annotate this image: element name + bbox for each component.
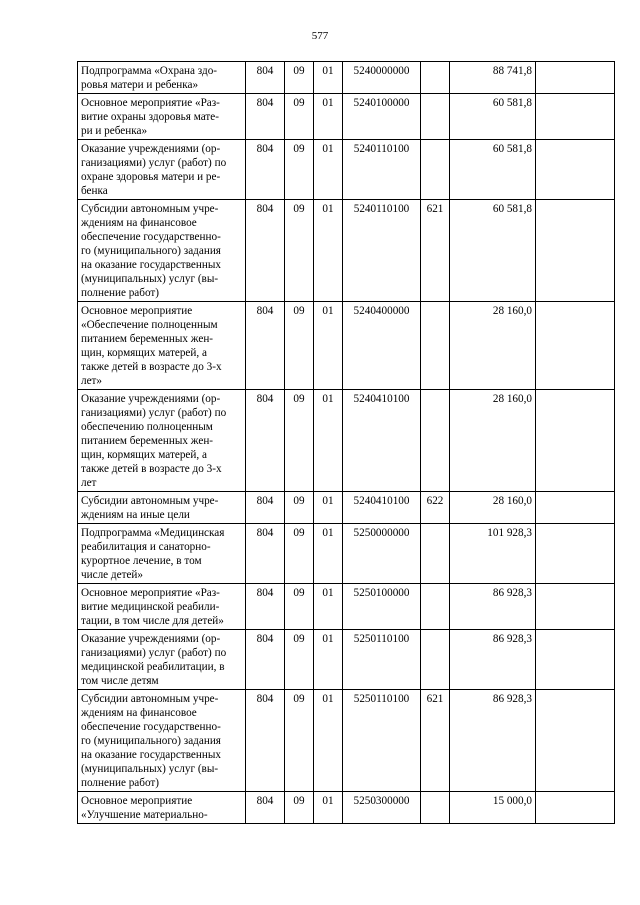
row-name-cell: Субсидии автономным учре- ждениям на финансовое обеспечение государственно- го (муниципального) задания на оказание государственных (муниципальных) услуг (вы- полнение работ) bbox=[78, 690, 246, 792]
target-article-cell: 5250000000 bbox=[343, 524, 421, 584]
amount-cell: 86 928,3 bbox=[450, 584, 536, 630]
expense-type-cell bbox=[421, 390, 450, 492]
target-article-cell: 5250110100 bbox=[343, 630, 421, 690]
extra-column-cell bbox=[536, 690, 615, 792]
extra-column-cell bbox=[536, 302, 615, 390]
extra-column-cell bbox=[536, 524, 615, 584]
target-article-cell: 5240410100 bbox=[343, 492, 421, 524]
section-code-cell: 09 bbox=[285, 792, 314, 824]
subsection-code-cell: 01 bbox=[314, 62, 343, 94]
subsection-code-cell: 01 bbox=[314, 390, 343, 492]
table-row bbox=[78, 94, 615, 140]
target-article-cell: 5240000000 bbox=[343, 62, 421, 94]
subsection-code-cell: 01 bbox=[314, 792, 343, 824]
ministry-code-cell: 804 bbox=[246, 792, 285, 824]
extra-column-cell bbox=[536, 94, 615, 140]
subsection-code-cell: 01 bbox=[314, 94, 343, 140]
section-code-cell: 09 bbox=[285, 62, 314, 94]
table-row bbox=[78, 390, 615, 492]
expense-type-cell bbox=[421, 140, 450, 200]
subsection-code-cell: 01 bbox=[314, 690, 343, 792]
subsection-code-cell: 01 bbox=[314, 200, 343, 302]
section-code-cell: 09 bbox=[285, 524, 314, 584]
expense-type-cell bbox=[421, 302, 450, 390]
row-name-cell: Подпрограмма «Охрана здо- ровья матери и ребенка» bbox=[78, 62, 246, 94]
section-code-cell: 09 bbox=[285, 690, 314, 792]
row-name-cell: Оказание учреждениями (ор- ганизациями) услуг (работ) по обеспечению полноценным питанием беременных жен- щин, кормящих матерей, а также детей в возрасте до 3-х лет bbox=[78, 390, 246, 492]
table-row bbox=[78, 140, 615, 200]
extra-column-cell bbox=[536, 584, 615, 630]
ministry-code-cell: 804 bbox=[246, 140, 285, 200]
expense-type-cell bbox=[421, 584, 450, 630]
target-article-cell: 5240110100 bbox=[343, 200, 421, 302]
target-article-cell: 5240110100 bbox=[343, 140, 421, 200]
amount-cell: 28 160,0 bbox=[450, 302, 536, 390]
table-body bbox=[78, 62, 615, 824]
table-row bbox=[78, 62, 615, 94]
subsection-code-cell: 01 bbox=[314, 492, 343, 524]
table-row bbox=[78, 524, 615, 584]
amount-cell: 60 581,8 bbox=[450, 140, 536, 200]
ministry-code-cell: 804 bbox=[246, 200, 285, 302]
ministry-code-cell: 804 bbox=[246, 94, 285, 140]
row-name-cell: Подпрограмма «Медицинская реабилитация и санаторно- курортное лечение, в том числе детей» bbox=[78, 524, 246, 584]
ministry-code-cell: 804 bbox=[246, 302, 285, 390]
amount-cell: 60 581,8 bbox=[450, 200, 536, 302]
ministry-code-cell: 804 bbox=[246, 62, 285, 94]
section-code-cell: 09 bbox=[285, 94, 314, 140]
target-article-cell: 5250300000 bbox=[343, 792, 421, 824]
table-row bbox=[78, 584, 615, 630]
ministry-code-cell: 804 bbox=[246, 524, 285, 584]
extra-column-cell bbox=[536, 200, 615, 302]
section-code-cell: 09 bbox=[285, 584, 314, 630]
target-article-cell: 5250100000 bbox=[343, 584, 421, 630]
extra-column-cell bbox=[536, 62, 615, 94]
budget-table bbox=[77, 61, 615, 824]
table-row bbox=[78, 200, 615, 302]
amount-cell: 60 581,8 bbox=[450, 94, 536, 140]
amount-cell: 15 000,0 bbox=[450, 792, 536, 824]
target-article-cell: 5240400000 bbox=[343, 302, 421, 390]
amount-cell: 88 741,8 bbox=[450, 62, 536, 94]
ministry-code-cell: 804 bbox=[246, 584, 285, 630]
ministry-code-cell: 804 bbox=[246, 630, 285, 690]
amount-cell: 101 928,3 bbox=[450, 524, 536, 584]
target-article-cell: 5240100000 bbox=[343, 94, 421, 140]
extra-column-cell bbox=[536, 792, 615, 824]
target-article-cell: 5240410100 bbox=[343, 390, 421, 492]
section-code-cell: 09 bbox=[285, 302, 314, 390]
section-code-cell: 09 bbox=[285, 200, 314, 302]
table-row bbox=[78, 630, 615, 690]
table-row bbox=[78, 792, 615, 824]
amount-cell: 86 928,3 bbox=[450, 690, 536, 792]
expense-type-cell: 622 bbox=[421, 492, 450, 524]
ministry-code-cell: 804 bbox=[246, 390, 285, 492]
row-name-cell: Оказание учреждениями (ор- ганизациями) услуг (работ) по охране здоровья матери и ре- бенка bbox=[78, 140, 246, 200]
ministry-code-cell: 804 bbox=[246, 690, 285, 792]
expense-type-cell: 621 bbox=[421, 200, 450, 302]
subsection-code-cell: 01 bbox=[314, 630, 343, 690]
amount-cell: 86 928,3 bbox=[450, 630, 536, 690]
ministry-code-cell: 804 bbox=[246, 492, 285, 524]
section-code-cell: 09 bbox=[285, 630, 314, 690]
subsection-code-cell: 01 bbox=[314, 524, 343, 584]
target-article-cell: 5250110100 bbox=[343, 690, 421, 792]
section-code-cell: 09 bbox=[285, 140, 314, 200]
expense-type-cell: 621 bbox=[421, 690, 450, 792]
expense-type-cell bbox=[421, 62, 450, 94]
subsection-code-cell: 01 bbox=[314, 140, 343, 200]
row-name-cell: Основное мероприятие «Раз- витие медицинской реабили- тации, в том числе для детей» bbox=[78, 584, 246, 630]
row-name-cell: Субсидии автономным учре- ждениям на иные цели bbox=[78, 492, 246, 524]
row-name-cell: Основное мероприятие «Обеспечение полноценным питанием беременных жен- щин, кормящих матерей, а также детей в возрасте до 3-х лет» bbox=[78, 302, 246, 390]
row-name-cell: Основное мероприятие «Раз- витие охраны здоровья мате- ри и ребенка» bbox=[78, 94, 246, 140]
extra-column-cell bbox=[536, 492, 615, 524]
subsection-code-cell: 01 bbox=[314, 584, 343, 630]
table-row bbox=[78, 302, 615, 390]
expense-type-cell bbox=[421, 94, 450, 140]
table-row bbox=[78, 690, 615, 792]
amount-cell: 28 160,0 bbox=[450, 492, 536, 524]
section-code-cell: 09 bbox=[285, 390, 314, 492]
row-name-cell: Основное мероприятие «Улучшение материально- bbox=[78, 792, 246, 824]
extra-column-cell bbox=[536, 140, 615, 200]
extra-column-cell bbox=[536, 390, 615, 492]
page-number: 577 bbox=[311, 30, 329, 42]
row-name-cell: Субсидии автономным учре- ждениям на финансовое обеспечение государственно- го (муниципального) задания на оказание государственных (муниципальных) услуг (вы- полнение работ) bbox=[78, 200, 246, 302]
expense-type-cell bbox=[421, 792, 450, 824]
extra-column-cell bbox=[536, 630, 615, 690]
subsection-code-cell: 01 bbox=[314, 302, 343, 390]
row-name-cell: Оказание учреждениями (ор- ганизациями) услуг (работ) по медицинской реабилитации, в том числе детям bbox=[78, 630, 246, 690]
expense-type-cell bbox=[421, 630, 450, 690]
table-row bbox=[78, 492, 615, 524]
section-code-cell: 09 bbox=[285, 492, 314, 524]
expense-type-cell bbox=[421, 524, 450, 584]
amount-cell: 28 160,0 bbox=[450, 390, 536, 492]
